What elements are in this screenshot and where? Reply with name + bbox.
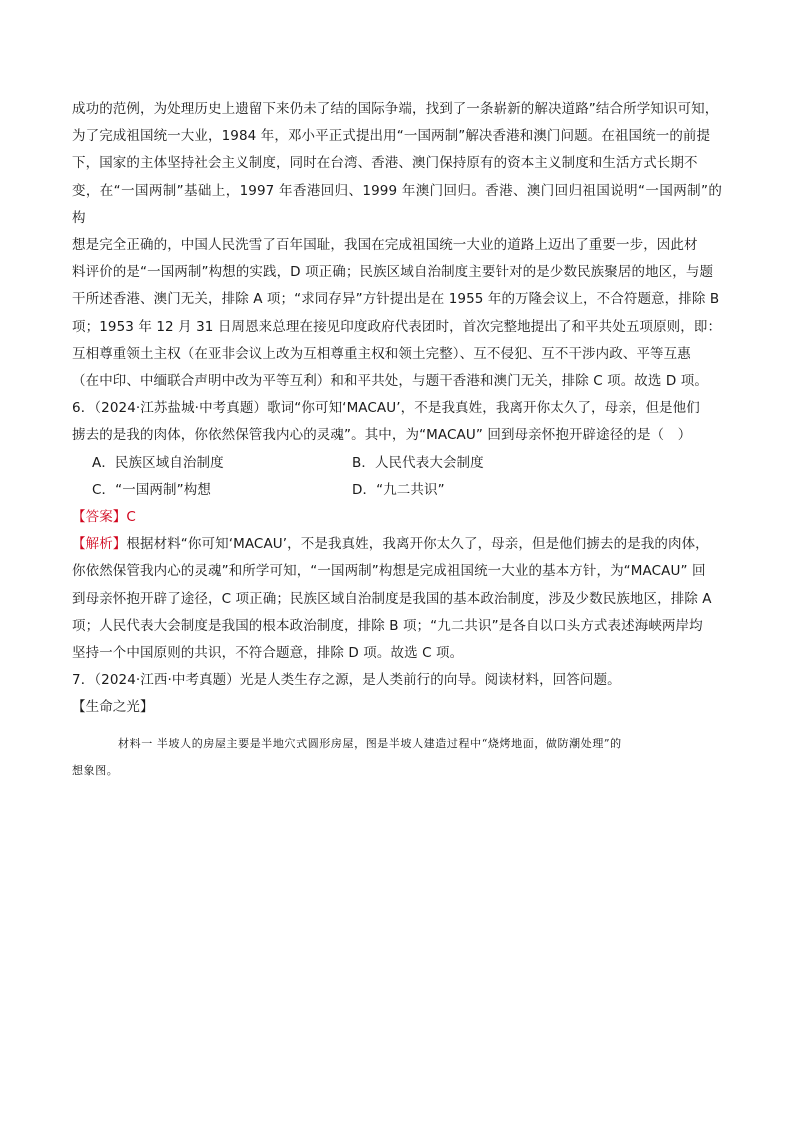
option-b: B．人民代表大会制度 xyxy=(352,454,484,471)
analysis-line: 你依然保管我内心的灵魂”和所学可知，“一国两制”构想是完成祖国统一大业的基本方针，为“MACAU” 回 xyxy=(72,563,706,580)
answer-line xyxy=(72,504,722,531)
text-line: 互相尊重领土主权（在亚非会议上改为互相尊重主权和领土完整）、互不侵犯、互不干涉内政、平等互惠 xyxy=(72,345,691,362)
text-line: 干所述香港、澳门无关，排除 A 项；“求同存异”方针提出是在 1955 年的万隆会议上，不合符题意，排除 B xyxy=(72,291,720,308)
material-line: 材料一 半坡人的房屋主要是半地穴式圆形房屋，图是半坡人建造过程中“烧烤地面，做防潮处理”的 xyxy=(118,736,622,750)
question-5-analysis-continued xyxy=(72,96,722,395)
text-line: 变，在“一国两制”基础上，1997 年香港回归、1999 年澳门回归。香港、澳门回归祖国说明“一国两制”的构 xyxy=(72,182,722,226)
question-stem-line: 6．（2024·江苏盐城·中考真题）歌词“你可知‘MACAU’，不是我真姓，我离开你太久了，母亲，但是他们 xyxy=(72,400,700,417)
text-line: 料评价的是“一国两制”构想的实践，D 项正确；民族区域自治制度主要针对的是少数民族聚居的地区，与题 xyxy=(72,264,714,281)
material-one xyxy=(72,730,722,784)
option-a: A．民族区域自治制度 xyxy=(92,454,224,471)
text-line: 成功的范例，为处理历史上遗留下来仍未了结的国际争端，找到了一条崭新的解决道路”结合所学知识可知， xyxy=(72,101,719,117)
analysis-label: 【解析】 xyxy=(72,536,127,553)
analysis-text: 根据材料“你可知‘MACAU’，不是我真姓，我离开你太久了，母亲，但是他们掳去的是我的肉体， xyxy=(126,536,709,553)
question-stem-line: 掳去的是我的肉体，你依然保管我内心的灵魂”。其中，为“MACAU” 回到母亲怀抱开辟途径的是（ ） xyxy=(72,427,692,444)
question-6 xyxy=(72,395,722,667)
page-content xyxy=(72,96,722,784)
analysis-line: 坚持一个中国原则的共识，不符合题意，排除 D 项。故选 C 项。 xyxy=(72,645,464,662)
section-heading: 【生命之光】 xyxy=(72,699,154,716)
text-line: 项；1953 年 12 月 31 日周恩来总理在接见印度政府代表团时，首次完整地提出了和平共处五项原则，即： xyxy=(72,318,722,335)
text-line: 下，国家的主体坚持社会主义制度，同时在台湾、香港、澳门保持原有的资本主义制度和生活方式长期不 xyxy=(72,155,698,172)
text-line: 为了完成祖国统一大业，1984 年，邓小平正式提出用“一国两制”解决香港和澳门问题。在祖国统一的前提 xyxy=(72,128,711,145)
option-d: D．“九二共识” xyxy=(352,481,445,498)
analysis-line xyxy=(72,531,722,558)
answer-options xyxy=(72,450,722,504)
material-line: 想象图。 xyxy=(72,763,119,777)
text-line: （在中印、中缅联合声明中改为平等互利）和和平共处，与题干香港和澳门无关，排除 C 项。故选 D 项。 xyxy=(72,373,708,390)
analysis-line: 到母亲怀抱开辟了途径，C 项正确；民族区域自治制度是我国的基本政治制度，涉及少数民族地区，排除 A xyxy=(72,590,712,607)
question-stem-line: 7．（2024·江西·中考真题）光是人类生存之源，是人类前行的向导。阅读材料，回答问题。 xyxy=(72,672,621,689)
question-7 xyxy=(72,667,722,783)
text-line: 想是完全正确的，中国人民洗雪了百年国耻，我国在完成祖国统一大业的道路上迈出了重要一步，因此材 xyxy=(72,237,698,254)
answer-value: C xyxy=(126,509,136,526)
option-c: C．“一国两制”构想 xyxy=(92,481,211,498)
analysis-line: 项；人民代表大会制度是我国的根本政治制度，排除 B 项；“九二共识”是各自以口头方式表述海峡两岸均 xyxy=(72,617,703,634)
answer-label: 【答案】 xyxy=(72,509,127,526)
